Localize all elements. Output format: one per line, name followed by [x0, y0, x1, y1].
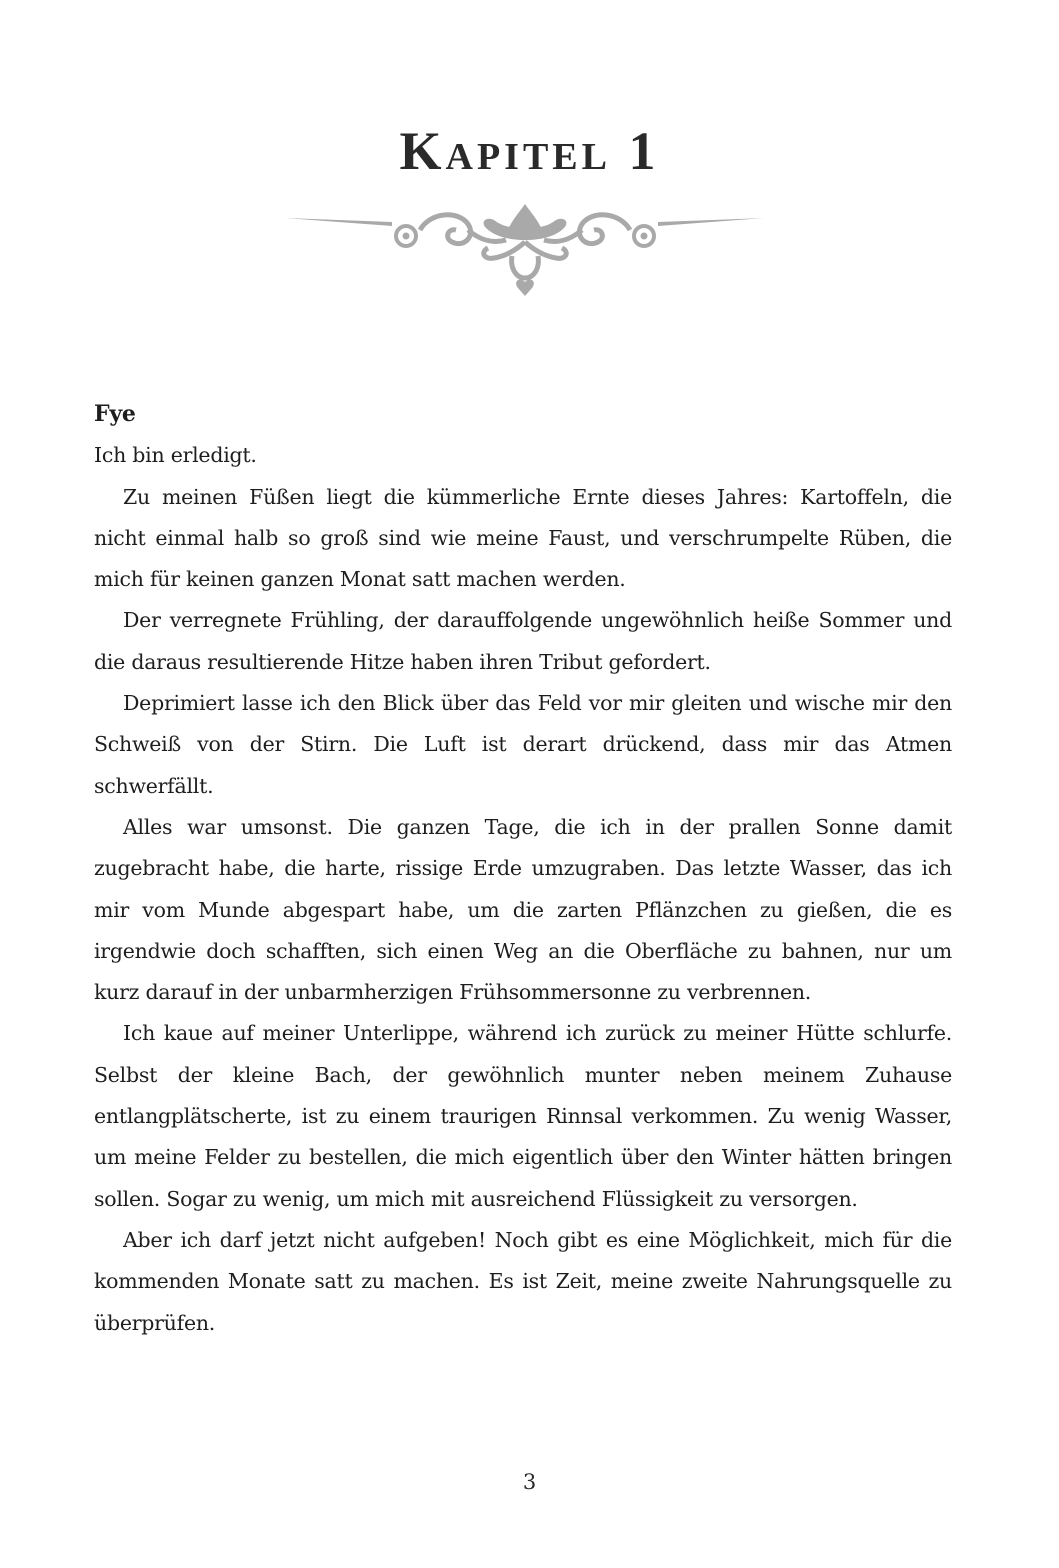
- chapter-text: [94, 394, 952, 1344]
- pov-label: Fye: [94, 401, 136, 427]
- paragraph: Ich bin erledigt.: [94, 443, 257, 468]
- paragraph: Der verregnete Frühling, der darauffolgende ungewöhnlich heiße Sommer und die daraus resultierende Hitze haben ihren Tribut gefordert.: [94, 608, 952, 674]
- paragraph: Alles war umsonst. Die ganzen Tage, die ich in der prallen Sonne damit zugebracht habe, die harte, rissige Erde umzugraben. Das letzte Wasser, das ich mir vom Munde abgespart habe, um die zarten Pflänzchen zu gießen, die es irgendwie doch schafften, sich einen Weg an die Oberfläche zu bahnen, nur um kurz darauf in der unbarmherzigen Frühsommersonne zu verbrennen.: [94, 814, 952, 1005]
- paragraph: Ich kaue auf meiner Unterlippe, während ich zurück zu meiner Hütte schlurfe. Selbst der kleine Bach, der gewöhnlich munter neben meinem Zuhause entlangplätscherte, ist zu einem traurigen Rinnsal verkommen. Zu wenig Wasser, um meine Felder zu bestellen, die mich eigentlich über den Winter hätten bringen sollen. Sogar zu wenig, um mich mit ausreichend Flüssigkeit zu versorgen.: [94, 1021, 952, 1211]
- paragraph: Zu meinen Füßen liegt die kümmerliche Ernte dieses Jahres: Kartoffeln, die nicht einmal halb so groß sind wie meine Faust, und verschrumpelte Rüben, die mich für keinen ganzen Monat satt machen werden.: [94, 484, 952, 592]
- flourish-ornament-icon: [280, 200, 770, 310]
- paragraph: Deprimiert lasse ich den Blick über das Feld vor mir gleiten und wische mir den Schweiß von der Stirn. Die Luft ist derart drückend, dass mir das Atmen schwerfällt.: [94, 691, 952, 798]
- paragraph: Aber ich darf jetzt nicht aufgeben! Noch gibt es eine Möglichkeit, mich für die kommenden Monate satt zu machen. Es ist Zeit, meine zweite Nahrungsquelle zu überprüfen.: [94, 1227, 952, 1335]
- page-number: 3: [522, 1470, 537, 1494]
- chapter-title: Kapitel 1: [399, 121, 660, 182]
